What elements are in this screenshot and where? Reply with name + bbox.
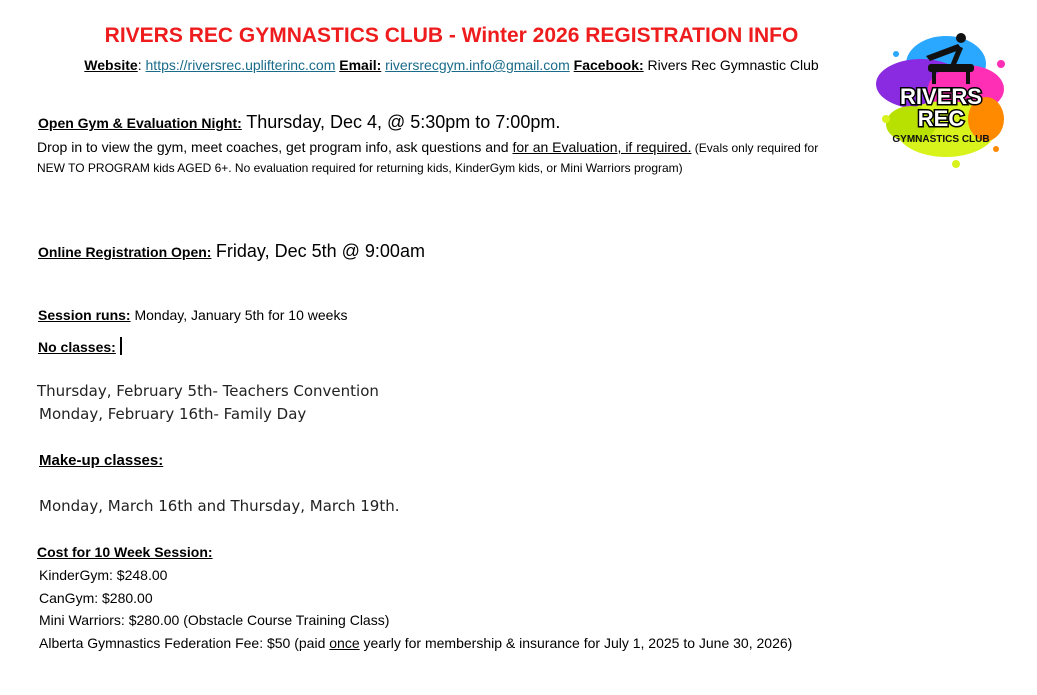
registration-label: Online Registration Open: <box>38 244 212 260</box>
open-gym-value: Thursday, Dec 4, @ 5:30pm to 7:00pm. <box>246 112 561 132</box>
email-link[interactable]: riversrecgym.info@gmail.com <box>385 57 570 73</box>
registration-line <box>38 241 425 262</box>
fee-text-end: yearly for membership & insurance for July 1, 2025 to June 30, 2026) <box>359 635 793 651</box>
session-label: Session runs: <box>38 307 131 323</box>
no-classes-label: No classes: <box>38 339 116 355</box>
logo-line2: REC <box>917 106 965 131</box>
no-class-item: Monday, February 16th- Family Day <box>39 405 307 423</box>
desc-text: Drop in to view the gym, meet coaches, get program info, ask questions and <box>37 139 513 155</box>
cost-item: KinderGym: $248.00 <box>39 567 168 583</box>
registration-value: Friday, Dec 5th @ 9:00am <box>215 241 425 261</box>
cost-item: CanGym: $280.00 <box>39 590 153 606</box>
club-logo <box>866 24 1016 174</box>
cost-item: Mini Warriors: $280.00 (Obstacle Course Training Class) <box>39 612 390 628</box>
open-gym-line <box>38 112 560 133</box>
email-label: Email: <box>339 57 382 73</box>
facebook-name: Rivers Rec Gymnastic Club <box>647 57 819 73</box>
evals-note: (Evals only required for NEW TO PROGRAM kids AGED 6+. No evaluation required for returning kids, KinderGym kids, or Mini Warriors program) <box>37 141 819 175</box>
session-line <box>38 307 347 323</box>
fee-text: Alberta Gymnastics Federation Fee: $50 (paid <box>39 635 330 651</box>
makeup-value: Monday, March 16th and Thursday, March 19th. <box>39 497 400 515</box>
fee-once: once <box>329 635 360 651</box>
makeup-label: Make-up classes: <box>39 452 164 469</box>
page-title: RIVERS REC GYMNASTICS CLUB - Winter 2026 REGISTRATION INFO <box>104 24 799 47</box>
no-classes-heading <box>38 337 122 355</box>
open-gym-label: Open Gym & Evaluation Night: <box>38 115 242 131</box>
cost-label: Cost for 10 Week Session: <box>37 544 213 560</box>
text-cursor <box>120 337 122 355</box>
no-class-item: Thursday, February 5th- Teachers Convention <box>37 382 379 400</box>
facebook-label: Facebook: <box>573 57 644 73</box>
website-label: Website <box>84 57 138 73</box>
federation-fee <box>39 635 792 651</box>
logo-line3: GYMNASTICS CLUB <box>892 134 990 145</box>
evaluation-note: for an Evaluation, if required. <box>512 139 692 155</box>
logo-line1: RIVERS <box>900 84 982 109</box>
website-link[interactable]: https://riversrec.uplifterinc.com <box>145 57 336 73</box>
open-gym-description <box>37 138 837 178</box>
session-value: Monday, January 5th for 10 weeks <box>134 307 348 323</box>
contact-line: Website: https://riversrec.uplifterinc.com Email: riversrecgym.info@gmail.com Facebook: Rivers Rec Gymnastic Club <box>84 57 819 73</box>
